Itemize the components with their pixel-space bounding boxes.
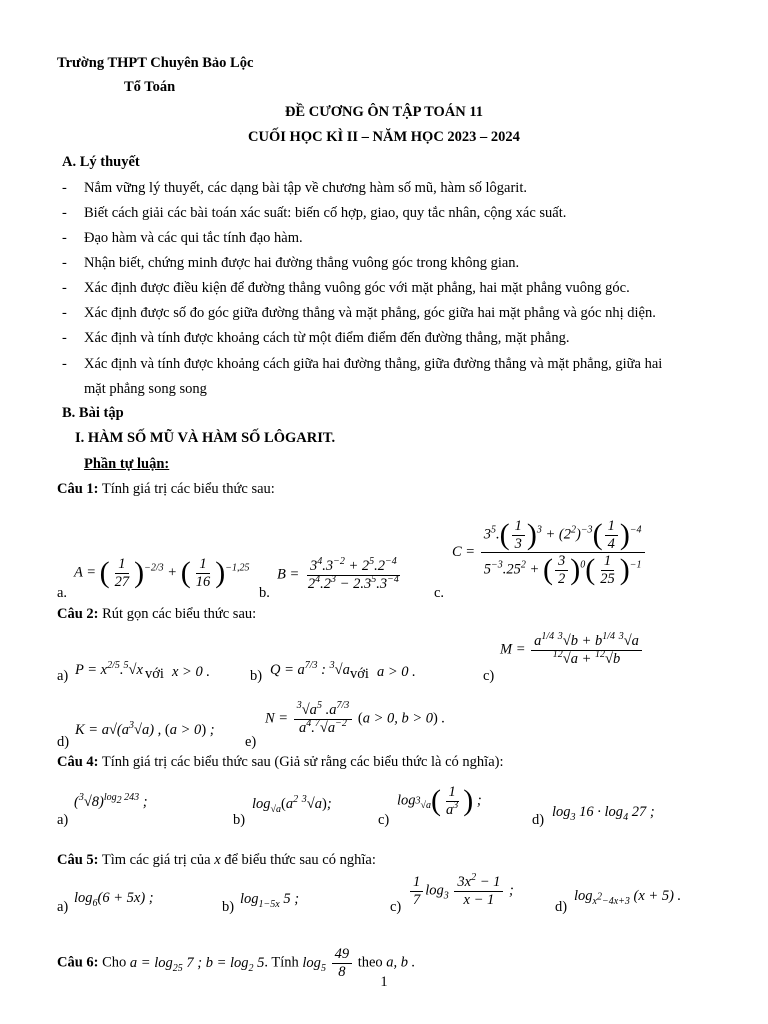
option-label: d) — [532, 812, 545, 828]
formula-6-given: $a = \log_{25} 7$ ; $b = \log_2 5$ — [129, 954, 265, 974]
formula-5a: $\log_6(6 + 5x)$ ; — [74, 890, 154, 909]
question-text: theo — [357, 954, 387, 971]
formula-a: A = ( $\frac{1}{27}$ )$^{-2/3}$ + ( $\frac{1}{16}$ )$^{-1,25}$ — [74, 556, 250, 590]
bullet-dash: - — [62, 356, 67, 372]
list-item: Xác định được số đo góc giữa đường thẳng và mặt phẳng, góc giữa hai mặt phẳng và góc nhị diện. — [84, 305, 656, 321]
question-text: Tính giá trị các biểu thức sau (Giả sử rằng các biểu thức là có nghĩa): — [98, 754, 504, 770]
condition-text: với — [350, 666, 369, 682]
condition-formula: x > 0 . — [172, 664, 210, 680]
essay-heading: Phần tự luận: — [84, 456, 170, 472]
question-label: Câu 5: — [57, 852, 99, 868]
list-item: Nắm vững lý thuyết, các dạng bài tập về chương hàm số mũ, hàm số lôgarit. — [84, 180, 527, 196]
bullet-dash: - — [62, 230, 67, 246]
formula-m: M = $\frac{a^{1/4} ^3√b + b^{1/4} ^3√a}{^{12}√a + ^{12}√b}$ — [500, 633, 644, 667]
option-label: c) — [390, 899, 402, 915]
formula-4b: $\log_{√a}(a^2$ $^3$√a); — [252, 794, 332, 815]
list-item: Xác định và tính được khoảng cách giữa hai đường thẳng, giữa đường thẳng và mặt phẳng, giữa hai — [84, 356, 663, 372]
option-label: a) — [57, 899, 69, 915]
list-item: Nhận biết, chứng minh được hai đường thẳng vuông góc trong không gian. — [84, 255, 520, 271]
variable-x: x — [214, 852, 221, 868]
formula-4d: $\log_3 16 \cdot \log_4 27$ ; — [552, 804, 655, 823]
page-number: 1 — [380, 974, 388, 990]
formula-6-target: $\log_5$ $\frac{49}{8}$ — [302, 955, 354, 971]
option-label: d) — [555, 899, 568, 915]
section-b-heading: B. Bài tập — [62, 405, 124, 421]
option-label: c. — [434, 585, 445, 601]
question-text: . Tính — [264, 954, 303, 971]
group-name: Tổ Toán — [124, 79, 176, 95]
formula-p: $P = x^{2/5}.^5√x$ — [75, 660, 143, 678]
school-name: Trường THPT Chuyên Bảo Lộc — [57, 55, 254, 71]
formula-4c: $\log_{^3√a}$( $\frac{1}{a^3}$ ) ; — [397, 784, 482, 818]
option-label: b. — [259, 585, 270, 601]
condition-text: với — [145, 666, 164, 682]
question-label: Câu 1: — [57, 481, 99, 497]
formula-k: $K = a√(a^3√a)$ , (a > 0) ; — [75, 720, 215, 738]
list-item: Xác định và tính được khoảng cách từ một điểm điểm đến đường thẳng, mặt phẳng. — [84, 330, 570, 346]
list-item: Biết cách giải các bài toán xác suất: biến cố hợp, giao, quy tắc nhân, cộng xác suất. — [84, 205, 567, 221]
question-4 — [57, 754, 504, 771]
bullet-dash: - — [62, 305, 67, 321]
question-text: Rút gọn các biểu thức sau: — [98, 606, 257, 622]
condition-formula: a > 0 . — [377, 664, 416, 680]
section-a-heading: A. Lý thuyết — [62, 154, 140, 170]
bullet-dash: - — [62, 255, 67, 271]
question-label: Câu 4: — [57, 754, 99, 770]
question-text: để biểu thức sau có nghĩa: — [220, 852, 376, 868]
formula-n: N = $\frac{^3√a^5 .a^{7/3}}{a^4.^7√a^{-2}}$ (a > 0, b > 0) . — [265, 700, 446, 736]
bullet-dash: - — [62, 280, 67, 296]
question-5 — [57, 852, 376, 869]
bullet-dash: - — [62, 205, 67, 221]
option-label: a. — [57, 585, 68, 601]
option-label: e) — [245, 734, 257, 750]
variables: a, b . — [386, 954, 416, 971]
list-item-continuation: mặt phẳng song song — [84, 381, 207, 397]
option-label: a) — [57, 812, 69, 828]
part-heading: I. HÀM SỐ MŨ VÀ HÀM SỐ LÔGARIT. — [75, 430, 336, 446]
document-title: ĐỀ CƯƠNG ÔN TẬP TOÁN 11 — [284, 104, 484, 120]
formula-5c: $\frac{1}{7}$ $\log_3$ $\frac{3x^2 - 1}{x - 1}$ ; — [408, 874, 514, 908]
question-1 — [57, 481, 275, 498]
formula-5d: $\log_{x^2-4x+3} (x + 5)$ . — [574, 888, 682, 907]
formula-c: C = $3^5$.( $\frac{1}{3}$ )$^3 + (2^2)^{-3}$( $\frac{1}{4}$ )$^{-4}$ $5^{-3}.25^2$ + ( $\frac{3}{2}$ )$^0$( $\frac{1}{25}$ )$^{-1}$ — [452, 518, 647, 588]
list-item: Xác định được điều kiện để đường thẳng vuông góc với mặt phẳng, hai mặt phẳng vuông góc. — [84, 280, 630, 296]
question-text: Cho — [98, 954, 130, 971]
option-label: a) — [57, 668, 69, 684]
option-label: b) — [250, 668, 263, 684]
option-label: c) — [483, 668, 495, 684]
option-label: b) — [233, 812, 246, 828]
formula-5b: $\log_{1-5x} 5$ ; — [240, 891, 300, 910]
option-label: c) — [378, 812, 390, 828]
document-subtitle: CUỐI HỌC KÌ II – NĂM HỌC 2023 – 2024 — [248, 129, 520, 145]
option-label: b) — [222, 899, 235, 915]
formula-4a: $(^3√8)^{log_2 243}$ ; — [74, 792, 148, 810]
formula-q: $Q = a^{7/3}$ : $^3$√a — [270, 660, 350, 678]
formula-b: B = $\frac{3^4.3^{-2} + 2^5.2^{-4}}{2^4.2^3 - 2.3^5.3^{-4}}$ — [277, 556, 399, 592]
option-label: d) — [57, 734, 70, 750]
bullet-dash: - — [62, 180, 67, 196]
question-2 — [57, 606, 256, 623]
list-item: Đạo hàm và các qui tắc tính đạo hàm. — [84, 230, 303, 246]
question-label: Câu 2: — [57, 606, 99, 622]
bullet-dash: - — [62, 330, 67, 346]
question-text: Tính giá trị các biểu thức sau: — [98, 481, 275, 497]
question-label: Câu 6: — [57, 954, 99, 971]
question-text: Tìm các giá trị của — [98, 852, 215, 868]
